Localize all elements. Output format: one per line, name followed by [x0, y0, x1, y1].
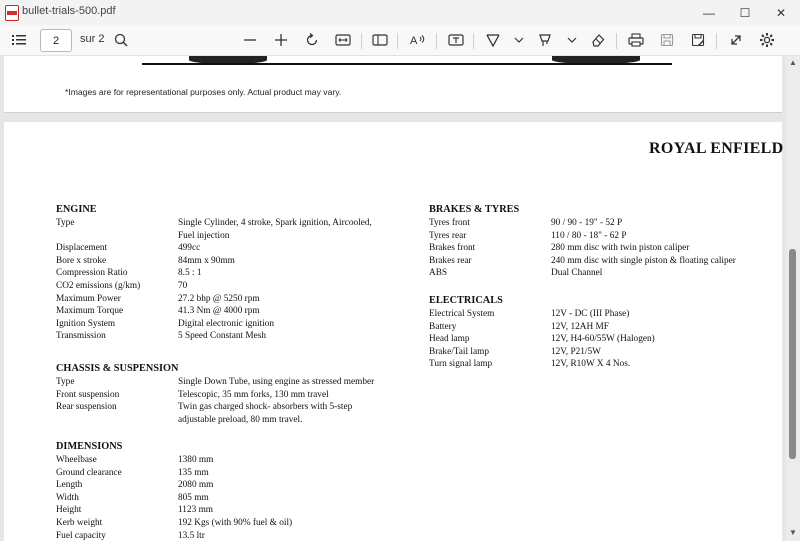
toolbar-divider: [397, 33, 398, 49]
chassis-heading: CHASSIS & SUSPENSION: [56, 363, 179, 374]
image-disclaimer: *Images are for representational purposes only. Actual product may vary.: [65, 87, 342, 97]
spec-value: 280 mm disc with twin piston caliper: [551, 243, 690, 254]
spec-label: Head lamp: [429, 334, 470, 345]
spec-label: Fuel capacity: [56, 530, 106, 541]
spec-label: Brakes rear: [429, 255, 472, 266]
spec-label: Tyres rear: [429, 230, 467, 241]
engine-heading: ENGINE: [56, 204, 97, 215]
spec-value: 2080 mm: [178, 480, 214, 491]
spec-value: 12V - DC (III Phase): [551, 309, 630, 319]
window-title: bullet-trials-500.pdf: [22, 5, 116, 17]
brakes-tyres-heading: BRAKES & TYRES: [429, 204, 520, 215]
spec-value: Fuel injection: [178, 230, 230, 241]
zoom-in-icon[interactable]: [269, 28, 293, 52]
rotate-icon[interactable]: [300, 28, 324, 52]
spec-value: 12V, R10W X 4 Nos.: [551, 359, 631, 370]
spec-label: Turn signal lamp: [429, 359, 493, 370]
spec-value: Single Down Tube, using engine as stressed member: [178, 377, 375, 387]
toolbar-divider: [436, 33, 437, 49]
spec-value: 499cc: [178, 243, 201, 254]
toolbar: [0, 25, 800, 56]
pdf-page-1: [4, 56, 782, 113]
spec-label: Tyres front: [429, 218, 470, 228]
spec-value: 41.3 Nm @ 4000 rpm: [178, 306, 260, 317]
close-button[interactable]: ✕: [775, 5, 787, 20]
royal-enfield-logo: ROYAL ENFIELD: [649, 140, 784, 157]
spec-value: 27.2 bhp @ 5250 rpm: [178, 293, 260, 304]
chevron-down-icon[interactable]: [507, 28, 531, 52]
spec-value: Telescopic, 35 mm forks, 130 mm travel: [178, 389, 329, 400]
document-viewer[interactable]: [0, 56, 786, 541]
ground-line: [142, 63, 672, 65]
spec-label: Battery: [429, 321, 457, 332]
pdf-file-icon: [5, 5, 19, 21]
spec-value: 70: [178, 281, 188, 291]
toolbar-divider: [473, 33, 474, 49]
vertical-scrollbar[interactable]: [786, 56, 800, 541]
spec-label: Kerb weight: [56, 518, 103, 528]
spec-value: Single Cylinder, 4 stroke, Spark ignition, Aircooled,: [178, 218, 372, 228]
eraser-icon[interactable]: [586, 28, 610, 52]
spec-value: 8.5 : 1: [178, 268, 202, 279]
dimensions-heading: DIMENSIONS: [56, 441, 123, 452]
minimize-button[interactable]: —: [703, 5, 715, 20]
spec-label: Transmission: [56, 331, 106, 342]
electricals-heading: ELECTRICALS: [429, 295, 503, 306]
spec-value: 805 mm: [178, 492, 209, 503]
spec-value: adjustable preload, 80 mm travel.: [178, 414, 303, 425]
spec-label: Maximum Power: [56, 293, 121, 304]
spec-label: Type: [56, 377, 75, 387]
spec-value: Twin gas charged shock- absorbers with 5-step: [178, 402, 353, 413]
svg-text:A: A: [410, 35, 418, 47]
spec-value: 110 / 80 - 18" - 62 P: [551, 230, 627, 241]
toolbar-divider: [716, 33, 717, 49]
spec-value: 84mm x 90mm: [178, 255, 235, 266]
read-aloud-icon[interactable]: [405, 28, 429, 52]
spec-label: CO2 emissions (g/km): [56, 281, 141, 291]
title-bar: [0, 0, 800, 25]
spec-label: Displacement: [56, 243, 108, 254]
spec-value: 135 mm: [178, 467, 209, 478]
spec-label: Wheelbase: [56, 455, 97, 465]
fit-width-icon[interactable]: [331, 28, 355, 52]
page-number-input[interactable]: 2: [40, 29, 72, 52]
spec-value: 240 mm disc with single piston & floating caliper: [551, 255, 736, 266]
spec-value: 5 Speed Constant Mesh: [178, 331, 267, 342]
pdf-page-2: [4, 122, 782, 541]
spec-value: 192 Kgs (with 90% fuel & oil): [178, 518, 293, 528]
scrollbar-thumb[interactable]: [789, 249, 796, 459]
chevron-down-icon[interactable]: [560, 28, 584, 52]
spec-label: Rear suspension: [56, 402, 117, 413]
spec-label: Ground clearance: [56, 467, 122, 478]
toolbar-divider: [616, 33, 617, 49]
save-icon[interactable]: [655, 28, 679, 52]
scroll-up-arrow-icon[interactable]: ▲: [789, 58, 797, 67]
text-box-icon[interactable]: [444, 28, 468, 52]
page-total-label: sur 2: [80, 33, 105, 45]
spec-label: Type: [56, 218, 75, 228]
zoom-out-icon[interactable]: [238, 28, 262, 52]
spec-label: Brakes front: [429, 243, 476, 254]
highlight-icon[interactable]: [533, 28, 557, 52]
spec-label: ABS: [429, 268, 448, 279]
spec-label: Width: [56, 492, 79, 503]
spec-value: Dual Channel: [551, 268, 603, 279]
full-screen-icon[interactable]: [724, 28, 748, 52]
spec-label: Maximum Torque: [56, 306, 124, 317]
draw-icon[interactable]: [481, 28, 505, 52]
table-of-contents-icon[interactable]: [7, 28, 31, 52]
spec-label: Height: [56, 505, 82, 516]
save-as-icon[interactable]: [686, 28, 710, 52]
spec-value: 13.5 ltr: [178, 530, 205, 541]
maximize-button[interactable]: ☐: [739, 5, 751, 20]
page-view-icon[interactable]: [368, 28, 392, 52]
settings-gear-icon[interactable]: [755, 28, 779, 52]
toolbar-divider: [361, 33, 362, 49]
search-icon[interactable]: [109, 28, 133, 52]
spec-label: Front suspension: [56, 389, 120, 400]
print-icon[interactable]: [624, 28, 648, 52]
spec-value: 1123 mm: [178, 505, 214, 516]
spec-label: Electrical System: [429, 309, 495, 319]
spec-label: Brake/Tail lamp: [429, 346, 490, 357]
spec-label: Bore x stroke: [56, 255, 107, 266]
spec-value: 1380 mm: [178, 455, 214, 465]
spec-value: 12V, H4-60/55W (Halogen): [551, 334, 655, 345]
spec-label: Length: [56, 480, 83, 491]
spec-value: 12V, P21/5W: [551, 346, 601, 357]
spec-value: 90 / 90 - 19" - 52 P: [551, 218, 623, 228]
spec-value: Digital electronic ignition: [178, 318, 275, 329]
scroll-down-arrow-icon[interactable]: ▼: [789, 528, 797, 537]
spec-label: Ignition System: [56, 318, 116, 329]
spec-value: 12V, 12AH MF: [551, 321, 609, 332]
spec-label: Compression Ratio: [56, 268, 128, 279]
